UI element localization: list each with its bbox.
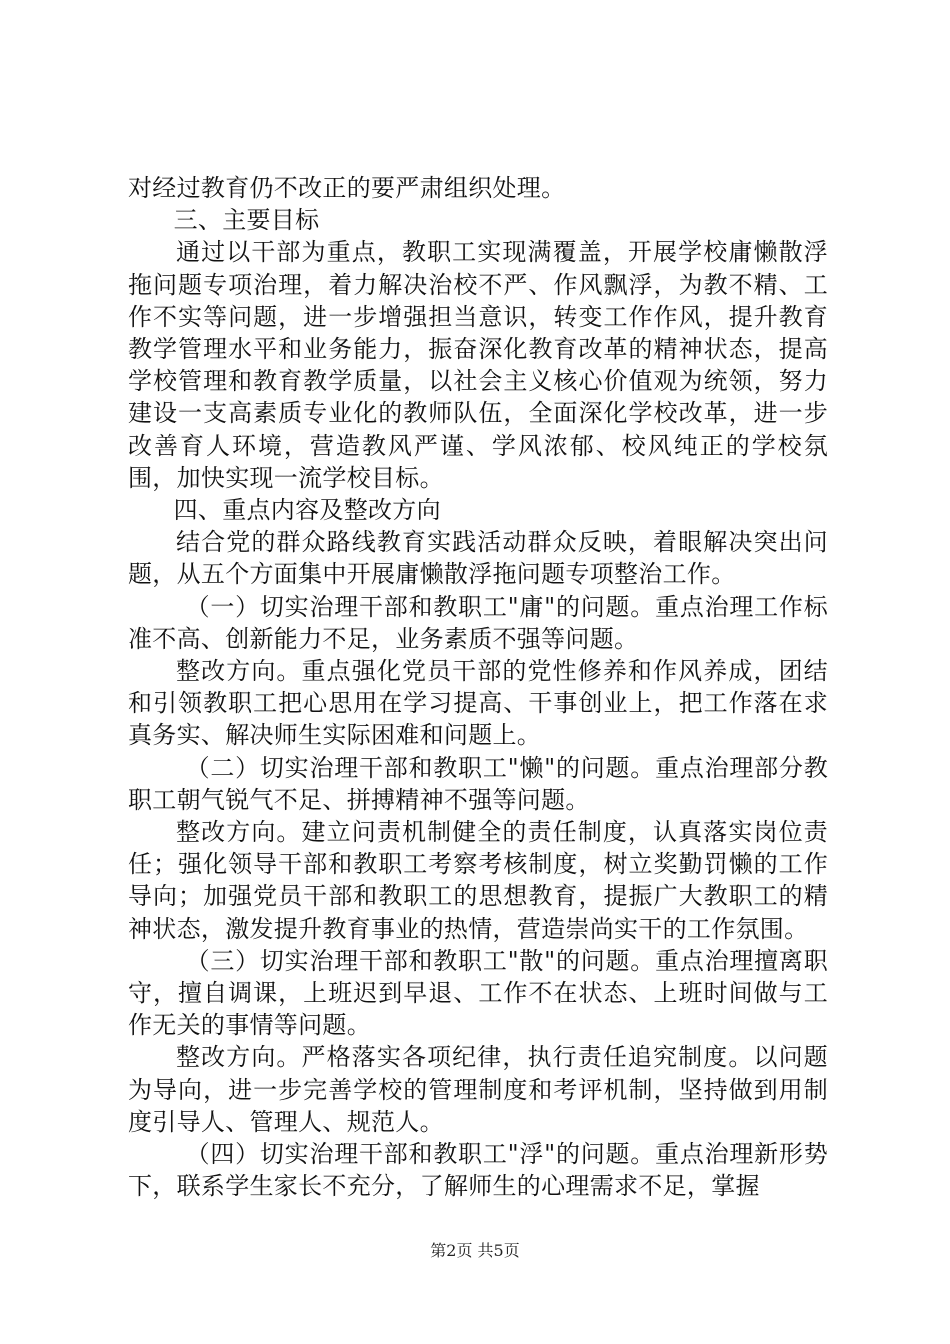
paragraph-continuation: 对经过教育仍不改正的要严肃组织处理。: [128, 174, 566, 202]
section-heading-key-content: 四、重点内容及整改方向: [173, 496, 441, 525]
section-heading-main-goals: 三、主要目标: [173, 206, 320, 235]
paragraph-key-content-intro: 结合党的群众路线教育实践活动群众反映，着眼解决突出问题，从五个方面集中开展庸懒散浮拖问题专项整治工作。: [128, 528, 828, 589]
paragraph-main-goals: 通过以干部为重点，教职工实现满覆盖，开展学校庸懒散浮拖问题专项治理，着力解决治校不严、作风飘浮，为教不精、工作不实等问题，进一步增强担当意识，转变工作作风，提升教育教学管理水平和业务能力，振奋深化教育改革的精神状态，提高学校管理和教育教学质量，以社会主义核心价值观为统领，努力建设一支高素质专业化的教师队伍，全面深化学校改革，进一步改善育人环境，营造教风严谨、学风浓郁、校风纯正的学校氛围，加快实现一流学校目标。: [128, 238, 828, 492]
paragraph-item-2-rectification: 整改方向。建立问责机制健全的责任制度，认真落实岗位责任；强化领导干部和教职工考察考核制度，树立奖勤罚懒的工作导向；加强党员干部和教职工的思想教育，提振广大教职工的精神状态，激发提升教育事业的热情，营造崇尚实干的工作氛围。: [128, 818, 828, 943]
page-number-footer: 第2页 共5页: [430, 1241, 520, 1260]
paragraph-item-4: （四）切实治理干部和教职工"浮"的问题。重点治理新形势下，联系学生家长不充分，了解师生的心理需求不足，掌握: [128, 1140, 828, 1201]
paragraph-item-3: （三）切实治理干部和教职工"散"的问题。重点治理擅离职守，擅自调课，上班迟到早退、工作不在状态、上班时间做与工作无关的事情等问题。: [128, 946, 828, 1040]
paragraph-item-1-rectification: 整改方向。重点强化党员干部的党性修养和作风养成，团结和引领教职工把心思用在学习提高、干事创业上，把工作落在求真务实、解决师生实际困难和问题上。: [128, 657, 828, 750]
paragraph-item-3-rectification: 整改方向。严格落实各项纪律，执行责任追究制度。以问题为导向，进一步完善学校的管理制度和考评机制，坚持做到用制度引导人、管理人、规范人。: [128, 1043, 828, 1136]
paragraph-item-2: （二）切实治理干部和教职工"懒"的问题。重点治理部分教职工朝气锐气不足、拼搏精神不强等问题。: [128, 753, 828, 814]
document-body: [128, 172, 828, 1203]
paragraph-item-1: （一）切实治理干部和教职工"庸"的问题。重点治理工作标准不高、创新能力不足，业务素质不强等问题。: [128, 592, 828, 653]
